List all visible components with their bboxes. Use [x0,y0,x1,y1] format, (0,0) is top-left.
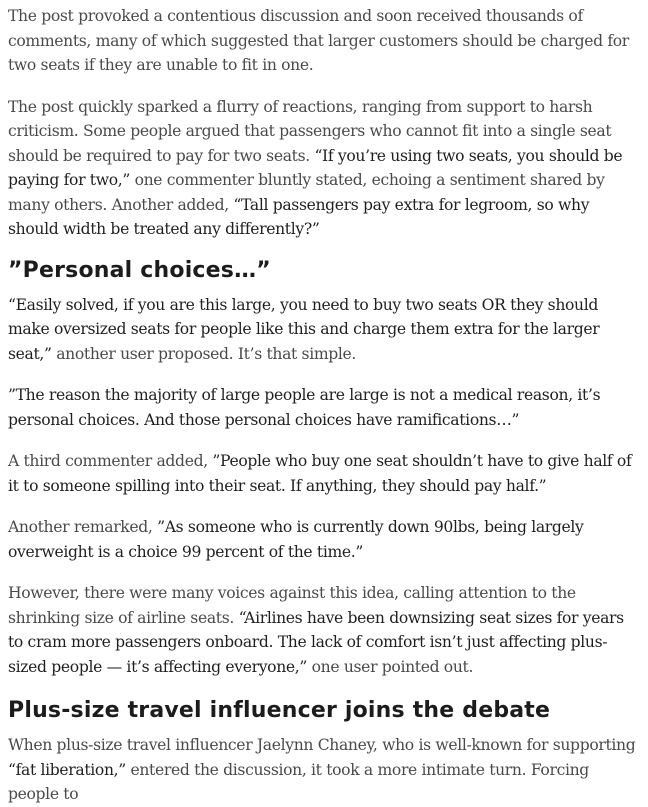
paragraph-text: another user proposed. It’s that simple. [51,344,357,363]
quote-90lbs: ”As someone who is currently down 90lbs, being largely overweight is a choice 99 percent of the time.” [8,518,584,561]
paragraph-post-discussion [8,4,640,78]
quote-one-seat: ”People who buy one seat shouldn’t have to give half of it to someone spilling into their seat. If anything, they should pay half.” [8,452,632,495]
paragraph-voices-against [8,581,640,679]
article-body [0,4,648,807]
paragraph-text: A third commenter added, [8,452,213,470]
quote-tall-passengers: “Tall passengers pay extra for legroom, so why should width be treated any differently?” [8,195,590,238]
paragraph-text: entered the discussion, it took a more intimate turn. Forcing people to [8,760,589,803]
paragraph-third-commenter [8,449,640,498]
section-heading-personal-choices: ”Personal choices…” [8,257,271,283]
paragraph-text: one user pointed out. [307,657,474,676]
paragraph-text: However, there were many voices against this idea, calling attention to the shrinking size of airline seats. [8,584,576,627]
paragraph-text: one commenter bluntly stated, echoing a sentiment shared by many others. Another added, [8,171,605,214]
paragraph-easily-solved [8,293,640,367]
paragraph-text: When plus-size travel influencer Jaelynn Chaney, who is well-known for supporting [8,736,636,754]
quote-airlines-downsizing: “Airlines have been downsizing seat sizes for years to cram more passengers onboard. The lack of comfort isn’t just affecting plus-sized people — it’s affecting everyone,” [8,608,624,676]
quote-two-seats: “If you’re using two seats, you should be paying for two,” [8,146,623,189]
quote-easily-solved: “Easily solved, if you are this large, you need to buy two seats OR they should make oversized seats for people like this and charge them extra for the larger seat,” [8,295,600,363]
paragraph-text: The post provoked a contentious discussion and soon received thousands of comments, many of which suggested that larger customers should be charged for two seats if they are unable to fit in one. [8,7,629,74]
paragraph-influencer [8,733,640,807]
paragraph-reactions [8,95,640,242]
quote-fat-liberation: “fat liberation,” [8,760,126,779]
paragraph-text: Another remarked, [8,518,158,536]
quote-personal-choices: ”The reason the majority of large people are large is not a medical reason, it’s personal choices. And those personal choices have ramifications…” [8,386,601,429]
paragraph-personal-choices [8,383,640,432]
paragraph-text: The post quickly sparked a flurry of reactions, ranging from support to harsh criticism. Some people argued that passengers who cannot fit into a single seat should be required to pay for two seats. [8,97,612,165]
section-heading-influencer: Plus-size travel influencer joins the debate [8,698,551,723]
paragraph-another-remarked [8,515,640,564]
